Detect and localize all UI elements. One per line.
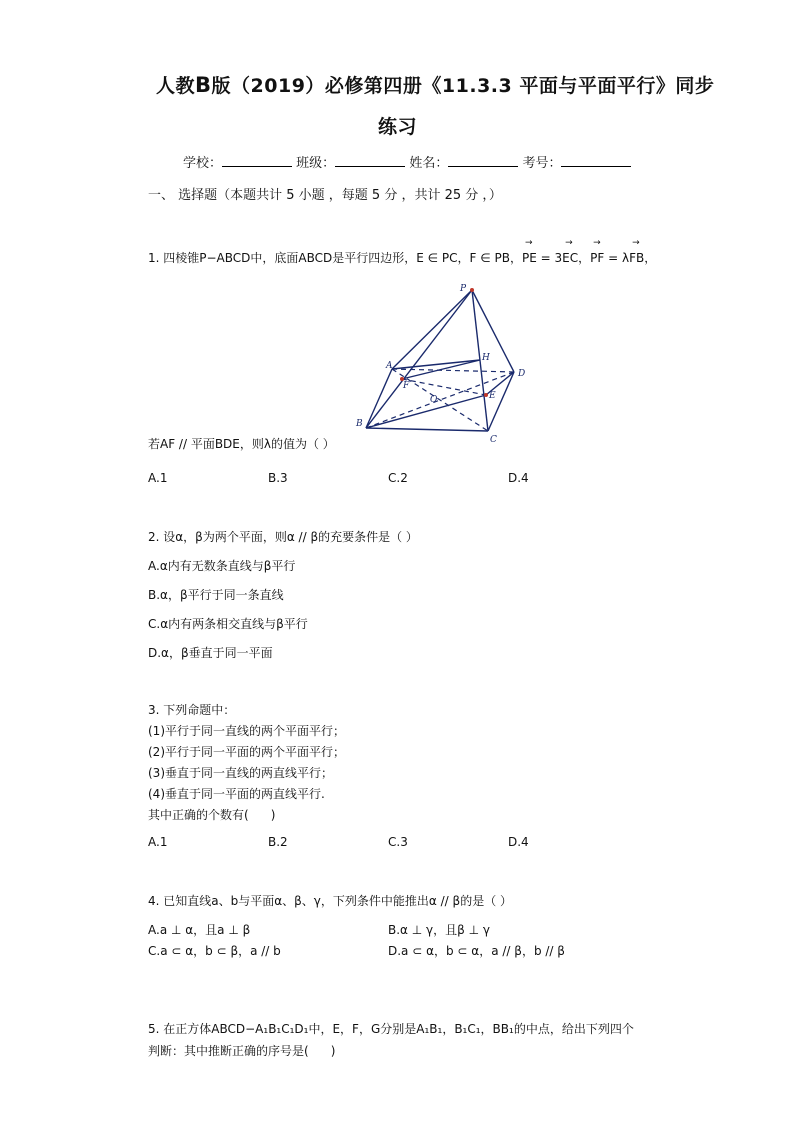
q5-stem: 5. 在正方体ABCD−A₁B₁C₁D₁中，E，F，G分别是A₁B₁，B₁C₁，BB₁的中点，给出下列四个 bbox=[148, 1022, 634, 1036]
q1-eq1: = 3 bbox=[536, 251, 563, 265]
label-e: E bbox=[489, 391, 496, 401]
q2-option-c[interactable]: C.α内有两条相交直线与β平行 bbox=[148, 617, 308, 631]
edge-cd bbox=[488, 372, 514, 431]
q1-option-d[interactable]: D.4 bbox=[508, 471, 529, 485]
q3-ask-text: 其中正确的个数有( bbox=[148, 808, 249, 822]
label-b: B bbox=[356, 419, 363, 429]
label-h: H bbox=[482, 353, 490, 363]
q4-option-b[interactable]: B.α ⊥ γ，且β ⊥ γ bbox=[388, 923, 490, 937]
label-d: D bbox=[518, 369, 526, 379]
label-p: P bbox=[460, 284, 467, 294]
title-part-c: 版（2019）必修第四册《11.3.3 平面与平面平行》同步 bbox=[211, 75, 715, 97]
edge-pa bbox=[392, 290, 472, 369]
q3-stem: 3. 下列命题中： bbox=[148, 703, 236, 717]
q2-option-b[interactable]: B.α，β平行于同一条直线 bbox=[148, 588, 284, 602]
q2-option-d[interactable]: D.α，β垂直于同一平面 bbox=[148, 646, 273, 660]
q3-ask-end: ) bbox=[270, 808, 276, 822]
section-header: 一、 选择题（本题共计 5 小题 ，每题 5 分 ，共计 25 分 ，） bbox=[148, 188, 502, 203]
edge-bc bbox=[366, 428, 488, 431]
page-title-line2: 练习 bbox=[378, 116, 418, 138]
label-f: F bbox=[403, 381, 410, 391]
q5-stem-b-end: ) bbox=[330, 1044, 336, 1058]
q3-item-2: (2)平行于同一平面的两个平面平行； bbox=[148, 745, 345, 759]
title-part-b: B bbox=[195, 73, 212, 97]
q3-option-d[interactable]: D.4 bbox=[508, 835, 529, 849]
point-e bbox=[484, 393, 488, 397]
title-part-a: 人教 bbox=[156, 75, 196, 97]
point-p bbox=[470, 288, 474, 292]
q5-stem-b: 判断：其中推断正确的序号是( bbox=[148, 1044, 309, 1058]
class-field[interactable] bbox=[335, 153, 405, 167]
vector-pf: → PF bbox=[590, 251, 604, 265]
q3-item-4: (4)垂直于同一平面的两直线平行. bbox=[148, 787, 325, 801]
q4-option-c[interactable]: C.a ⊂ α，b ⊂ β，a // b bbox=[148, 944, 281, 958]
number-label: 考号： bbox=[522, 156, 562, 171]
q4-stem: 4. 已知直线a、b与平面α、β、γ，下列条件中能推出α // β的是（ ） bbox=[148, 894, 513, 908]
q4-option-d[interactable]: D.a ⊂ α，b ⊂ α，a // β，b // β bbox=[388, 944, 565, 958]
q1-option-b[interactable]: B.3 bbox=[268, 471, 288, 485]
pyramid-figure bbox=[350, 282, 530, 444]
q1-stem-second-line: 若AF // 平面BDE，则λ的值为（ ） bbox=[148, 437, 335, 451]
label-c: C bbox=[490, 435, 497, 444]
label-a: A bbox=[386, 361, 393, 371]
vector-ec: → EC bbox=[562, 251, 578, 265]
q3-ask bbox=[148, 806, 275, 823]
vector-pe: → PE bbox=[522, 251, 537, 265]
q4-option-a[interactable]: A.a ⊥ α，且a ⊥ β bbox=[148, 923, 251, 937]
q1-eq2: = λ bbox=[604, 251, 630, 265]
page-title-line1 bbox=[156, 71, 714, 98]
q3-item-3: (3)垂直于同一直线的两直线平行； bbox=[148, 766, 333, 780]
q1-option-a[interactable]: A.1 bbox=[148, 471, 168, 485]
edge-pb bbox=[366, 290, 472, 428]
name-label: 姓名： bbox=[409, 156, 449, 171]
vector-fb: → FB bbox=[629, 251, 644, 265]
q3-option-b[interactable]: B.2 bbox=[268, 835, 288, 849]
school-label: 学校： bbox=[183, 156, 223, 171]
edge-fe-hidden bbox=[402, 379, 486, 395]
q1-end: ， bbox=[644, 251, 657, 265]
class-label: 班级： bbox=[296, 156, 336, 171]
school-field[interactable] bbox=[222, 153, 292, 167]
q3-item-1: (1)平行于同一直线的两个平面平行； bbox=[148, 724, 345, 738]
q3-option-c[interactable]: C.3 bbox=[388, 835, 408, 849]
label-o: O bbox=[430, 395, 438, 405]
q1-option-c[interactable]: C.2 bbox=[388, 471, 408, 485]
q3-option-a[interactable]: A.1 bbox=[148, 835, 168, 849]
q1-sep: ， bbox=[578, 251, 591, 265]
info-row bbox=[183, 152, 631, 171]
edge-be bbox=[366, 395, 486, 428]
q1-stem-text: 1. 四棱锥P−ABCD中，底面ABCD是平行四边形，E ∈ PC，F ∈ PB， bbox=[148, 251, 522, 265]
number-field[interactable] bbox=[561, 153, 631, 167]
q1-stem bbox=[148, 249, 656, 266]
q5-stem-second-line bbox=[148, 1042, 335, 1059]
edge-ah bbox=[392, 360, 480, 369]
q2-option-a[interactable]: A.α内有无数条直线与β平行 bbox=[148, 559, 296, 573]
name-field[interactable] bbox=[448, 153, 518, 167]
q2-stem: 2. 设α，β为两个平面，则α // β的充要条件是（ ） bbox=[148, 530, 418, 544]
